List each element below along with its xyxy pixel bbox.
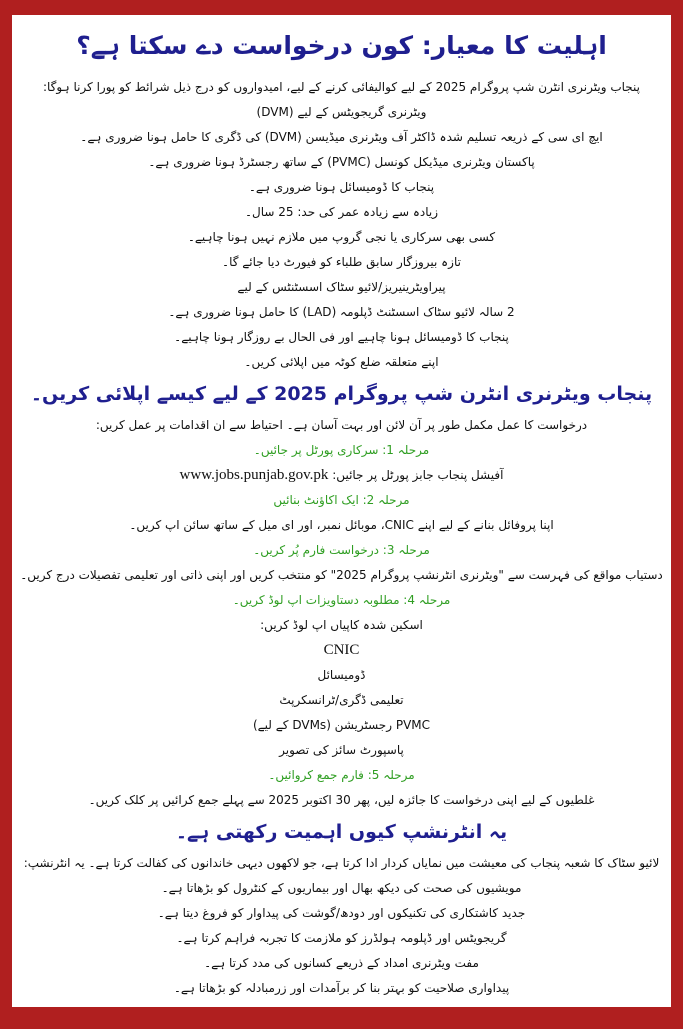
portal-link[interactable]: www.jobs.punjab.gov.pk xyxy=(179,467,329,483)
eligibility-line: زیادہ سے زیادہ عمر کی حد: 25 سال۔ xyxy=(244,205,439,219)
document-item: CNIC xyxy=(323,642,360,658)
step-3-title: مرحلہ 3: درخواست فارم پُر کریں۔ xyxy=(253,543,430,557)
importance-point: گریجویٹس اور ڈپلومہ ہولڈرز کو ملازمت کا تجربہ فراہم کرتا ہے۔ xyxy=(176,931,507,945)
document-item: ڈومیسائل xyxy=(317,668,366,682)
step-3-text: دستیاب مواقع کی فہرست سے "ویٹرنری انٹرنشپ پروگرام 2025" کو منتخب کریں اور اپنی ذاتی اور تعلیمی تفصیلات درج کریں۔ xyxy=(20,568,663,582)
eligibility-line: پنجاب کا ڈومیسائل ہونا چاہیے اور فی الحال بے روزگار ہونا چاہیے۔ xyxy=(174,330,509,344)
step-1-label: آفیشل پنجاب جابز پورٹل پر جائیں: xyxy=(332,468,504,482)
step-2-title: مرحلہ 2: ایک اکاؤنٹ بنائیں xyxy=(273,493,410,507)
importance-intro: لائیو سٹاک کا شعبہ پنجاب کی معیشت میں نمایاں کردار ادا کرتا ہے، جو لاکھوں دیہی خاندانوں کی کفالت کرتا ہے۔ یہ انٹرنشپ: xyxy=(23,856,660,870)
document-item: PVMC رجسٹریشن (DVMs کے لیے) xyxy=(252,718,431,732)
eligibility-line: اپنے متعلقہ ضلع کوٹہ میں اپلائی کریں۔ xyxy=(244,355,439,369)
step-4-title: مرحلہ 4: مطلوبہ دستاویزات اپ لوڈ کریں۔ xyxy=(232,593,451,607)
eligibility-line: 2 سالہ لائیو سٹاک اسسٹنٹ ڈپلومہ (LAD) کا حامل ہونا ضروری ہے۔ xyxy=(168,305,515,319)
eligibility-line: تازہ بیروزگار سابق طلباء کو فیورٹ دیا جائے گا۔ xyxy=(222,255,461,269)
why-it-matters-heading: یہ انٹرنشپ کیوں اہمیت رکھتی ہے۔ xyxy=(175,821,508,843)
eligibility-line: ویٹرنری گریجویٹس کے لیے (DVM) xyxy=(256,105,427,119)
how-to-apply-heading: پنجاب ویٹرنری انٹرن شپ پروگرام 2025 کے لیے کیسے اپلائی کریں۔ xyxy=(30,383,653,405)
step-5-title: مرحلہ 5: فارم جمع کروائیں۔ xyxy=(268,768,415,782)
step-1-title: مرحلہ 1: سرکاری پورٹل پر جائیں۔ xyxy=(253,443,430,457)
document-item: تعلیمی ڈگری/ٹرانسکرپٹ xyxy=(279,693,404,707)
apply-intro: درخواست کا عمل مکمل طور پر آن لائن اور بہت آسان ہے۔ احتیاط سے ان اقدامات پر عمل کریں: xyxy=(95,418,588,432)
importance-point: جدید کاشتکاری کی تکنیکوں اور دودھ/گوشت کی پیداوار کو فروغ دیتا ہے۔ xyxy=(157,906,526,920)
eligibility-line: پاکستان ویٹرنری میڈیکل کونسل (PVMC) کے ساتھ رجسٹرڈ ہونا ضروری ہے۔ xyxy=(148,155,535,169)
step-2-text: اپنا پروفائل بنانے کے لیے اپنے CNIC، موبائل نمبر، اور ای میل کے ساتھ سائن اپ کریں۔ xyxy=(129,518,554,532)
eligibility-heading: اہلیت کا معیار: کون درخواست دے سکتا ہے؟ xyxy=(76,31,607,60)
step-4-text: اسکین شدہ کاپیاں اپ لوڈ کریں: xyxy=(260,618,423,632)
importance-point: مفت ویٹرنری امداد کے ذریعے کسانوں کی مدد کرتا ہے۔ xyxy=(204,956,479,970)
eligibility-line: ایچ ای سی کے ذریعہ تسلیم شدہ ڈاکٹر آف ویٹرنری میڈیسن (DVM) کی ڈگری کا حامل ہونا ضروری ہے۔ xyxy=(80,130,603,144)
eligibility-intro: پنجاب ویٹرنری انٹرن شپ پروگرام 2025 کے لیے کوالیفائی کرنے کے لیے، امیدواروں کو درج ذیل شرائط کو پورا کرنا ہوگا: xyxy=(42,80,640,94)
importance-point: مویشیوں کی صحت کی دیکھ بھال اور بیماریوں کے کنٹرول کو بڑھاتا ہے۔ xyxy=(161,881,522,895)
eligibility-line: کسی بھی سرکاری یا نجی گروپ میں ملازم نہیں ہونا چاہیے۔ xyxy=(187,230,496,244)
step-5-text: غلطیوں کے لیے اپنی درخواست کا جائزہ لیں، پھر 30 اکتوبر 2025 سے پہلے جمع کرائیں پر کلک کریں۔ xyxy=(88,793,595,807)
step-1-text xyxy=(20,463,663,488)
eligibility-line: پنجاب کا ڈومیسائل ہونا ضروری ہے۔ xyxy=(248,180,435,194)
importance-point: پیداواری صلاحیت کو بہتر بنا کر برآمدات اور زرمبادلہ کو بڑھاتا ہے۔ xyxy=(173,981,510,995)
eligibility-line: پیراویٹرینیریز/لائیو سٹاک اسسٹنٹس کے لیے xyxy=(237,280,446,294)
article xyxy=(12,15,671,1007)
document-item: پاسپورٹ سائز کی تصویر xyxy=(279,743,404,757)
